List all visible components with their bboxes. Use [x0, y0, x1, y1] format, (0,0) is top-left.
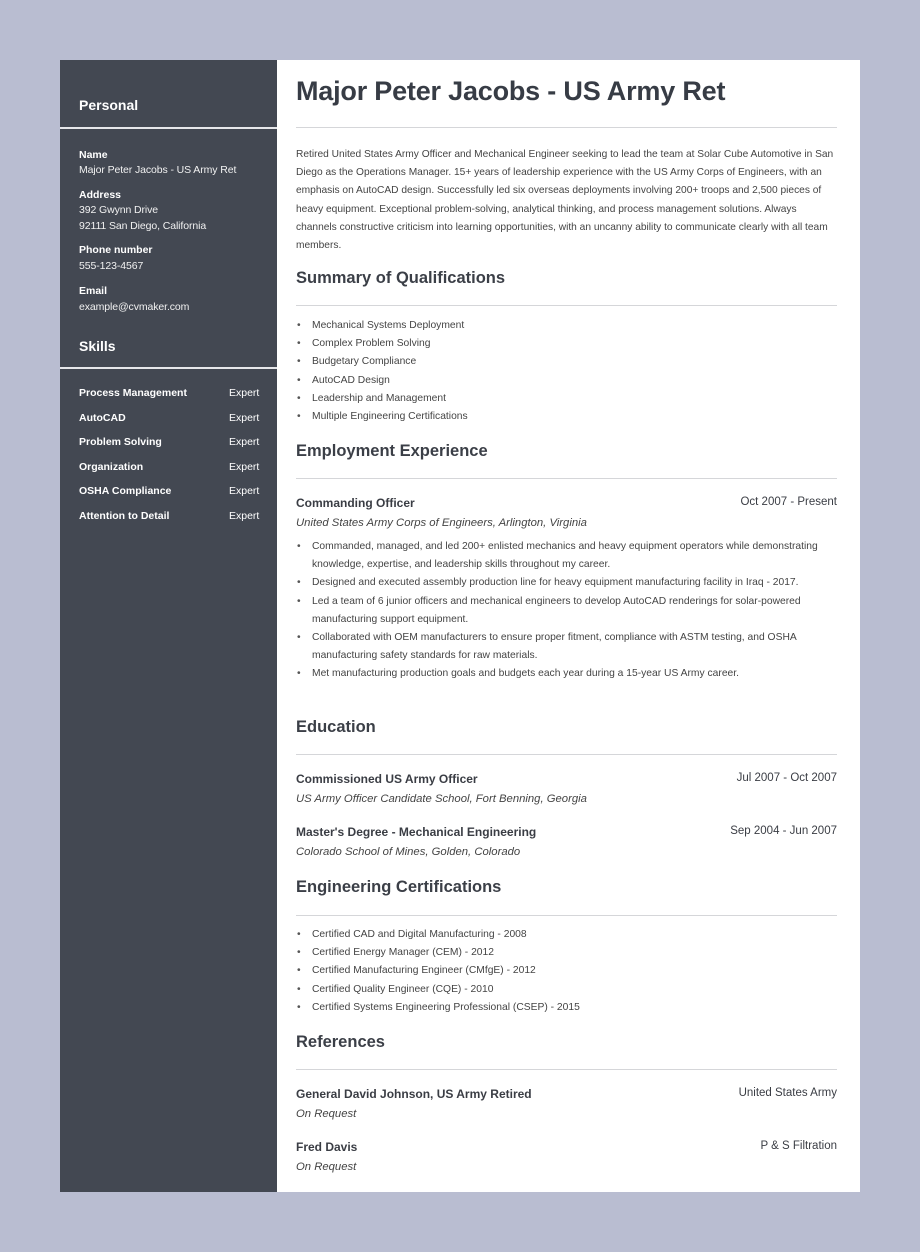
reference-name: Fred Davis: [296, 1140, 358, 1154]
degree-title: Master's Degree - Mechanical Engineering: [296, 825, 537, 839]
job-organization: United States Army Corps of Engineers, Arlington, Virginia: [296, 517, 587, 529]
list-item: • Mechanical Systems Deployment: [296, 317, 837, 335]
skills-heading: Skills: [79, 338, 116, 354]
job-bullets: [296, 538, 837, 684]
skills-divider: [60, 367, 277, 369]
skill-name: OSHA Compliance: [79, 485, 172, 497]
skill-row: [79, 387, 269, 412]
list-item: • Multiple Engineering Certifications: [296, 408, 837, 426]
list-item: • Certified Energy Manager (CEM) - 2012: [296, 944, 837, 962]
certifications-divider: [296, 915, 837, 916]
certifications-list: [296, 926, 837, 1017]
address-line-2: 92111 San Diego, California: [79, 220, 207, 232]
reference-note: On Request: [296, 1161, 357, 1173]
reference-name: General David Johnson, US Army Retired: [296, 1087, 532, 1101]
skill-name: Problem Solving: [79, 436, 162, 448]
list-item: • AutoCAD Design: [296, 372, 837, 390]
reference-organization: P & S Filtration: [760, 1140, 837, 1152]
skill-name: Attention to Detail: [79, 509, 170, 522]
skill-name: Process Management: [79, 387, 187, 399]
employment-heading: Employment Experience: [296, 442, 488, 460]
list-item: • Certified Systems Engineering Professional (CSEP) - 2015: [296, 999, 837, 1017]
reference-note: On Request: [296, 1108, 357, 1120]
email-value: example@cvmaker.com: [79, 301, 190, 313]
address-label: Address: [79, 189, 122, 201]
reference-organization: United States Army: [738, 1087, 837, 1099]
qualifications-list: [296, 317, 837, 426]
skills-list: [79, 387, 269, 534]
certifications-heading: Engineering Certifications: [296, 878, 502, 896]
phone-label: Phone number: [79, 244, 153, 256]
skill-level: Expert: [229, 485, 260, 497]
sidebar: [60, 60, 277, 1192]
skill-row: [79, 461, 269, 486]
list-item: • Led a team of 6 junior officers and mechanical engineers to develop AutoCAD renderings for solar-powered manufacturing support equipment.: [296, 593, 837, 629]
skill-level: Expert: [229, 460, 260, 473]
skill-level: Expert: [229, 509, 260, 522]
list-item: • Certified Manufacturing Engineer (CMfgE) - 2012: [296, 962, 837, 980]
list-item: • Leadership and Management: [296, 390, 837, 408]
references-heading: References: [296, 1033, 385, 1051]
references-divider: [296, 1069, 837, 1070]
job-title: Commanding Officer: [296, 496, 415, 510]
list-item: • Collaborated with OEM manufacturers to ensure proper fitment, compliance with ASTM testing, and OSHA manufacturing safety standards for raw materials.: [296, 629, 837, 665]
degree-title: Commissioned US Army Officer: [296, 772, 478, 786]
skill-level: Expert: [229, 436, 260, 448]
school-name: Colorado School of Mines, Golden, Colorado: [296, 846, 521, 858]
list-item: • Certified Quality Engineer (CQE) - 2010: [296, 981, 837, 999]
list-item: • Met manufacturing production goals and budgets each year during a 15-year US Army career.: [296, 665, 837, 683]
profile-summary: Retired United States Army Officer and Mechanical Engineer seeking to lead the team at Solar Cube Automotive in San Diego as the Operations Manager. 15+ years of leadership experience with the US Army Corps of Engineers, with an emphasis on AutoCAD design. Successfully led six overseas deployments involving 200+ troops and 2,500 pieces of heavy equipment. Exceptional problem-solving, analytical thinking, and process management solutions. Always channels constructive criticism into learning opportunities, with an uncanny ability to communicate clearly with all team members.: [296, 149, 834, 252]
degree-dates: Sep 2004 - Jun 2007: [730, 825, 837, 837]
skill-level: Expert: [229, 411, 260, 424]
list-item: • Complex Problem Solving: [296, 335, 837, 353]
qualifications-divider: [296, 305, 837, 306]
skill-level: Expert: [229, 387, 260, 399]
name-label: Name: [79, 149, 108, 161]
qualifications-heading: Summary of Qualifications: [296, 269, 506, 287]
list-item: • Certified CAD and Digital Manufacturing - 2008: [296, 926, 837, 944]
education-divider: [296, 754, 837, 755]
skill-row: [79, 510, 269, 535]
skill-row: [79, 485, 269, 510]
name-value: Major Peter Jacobs - US Army Ret: [79, 164, 237, 176]
personal-heading: Personal: [79, 97, 139, 113]
title-divider: [296, 127, 837, 128]
address-line-1: 392 Gwynn Drive: [79, 204, 159, 216]
list-item: • Budgetary Compliance: [296, 353, 837, 371]
candidate-name: Major Peter Jacobs - US Army Ret: [296, 76, 726, 106]
school-name: US Army Officer Candidate School, Fort Benning, Georgia: [296, 793, 587, 805]
list-item: • Commanded, managed, and led 200+ enlisted mechanics and heavy equipment operators while demonstrating knowledge, expertise, and leadership skills throughout my career.: [296, 538, 837, 574]
skill-row: [79, 436, 269, 461]
education-heading: Education: [296, 718, 376, 736]
list-item: • Designed and executed assembly production line for heavy equipment manufacturing facility in Iraq - 2017.: [296, 574, 837, 592]
job-dates: Oct 2007 - Present: [740, 496, 837, 508]
phone-value: 555-123-4567: [79, 260, 144, 272]
degree-dates: Jul 2007 - Oct 2007: [736, 772, 837, 784]
resume-page: [60, 60, 860, 1192]
employment-divider: [296, 478, 837, 479]
skill-row: [79, 412, 269, 437]
personal-divider: [60, 127, 277, 129]
skill-name: Organization: [79, 460, 144, 473]
skill-name: AutoCAD: [79, 411, 126, 424]
email-label: Email: [79, 285, 108, 297]
